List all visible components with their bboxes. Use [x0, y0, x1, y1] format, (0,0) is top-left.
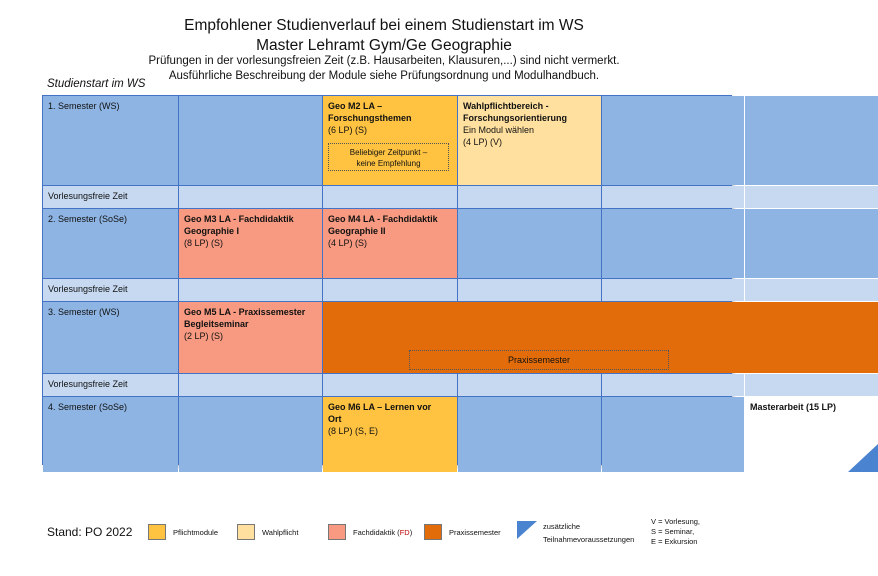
module-credits: (4 LP) (S): [328, 238, 368, 248]
row-label-free-time-1: Vorlesungsfreie Zeit: [43, 186, 178, 208]
legend-fd-prefix: Fachdidaktik (: [353, 528, 400, 537]
page-title-line-1: Empfohlener Studienverlauf bei einem Studienstart im WS: [184, 17, 584, 34]
module-title: Geo M5 LA - Praxissemester: [184, 307, 306, 317]
empty-cell: [602, 374, 744, 396]
module-credits: (8 LP) (S): [184, 238, 224, 248]
legend-swatch-wahl: [237, 524, 255, 540]
module-wahlpflicht: [458, 96, 601, 185]
empty-cell: [179, 374, 322, 396]
empty-cell: [745, 186, 878, 208]
module-title: Forschungsorientierung: [463, 113, 568, 123]
empty-cell: [179, 186, 322, 208]
empty-cell: [323, 374, 457, 396]
empty-cell: [602, 186, 744, 208]
prerequisite-marker-icon: [848, 444, 878, 472]
empty-cell: [458, 279, 601, 301]
empty-cell: [745, 374, 878, 396]
module-title: Forschungsthemen: [328, 113, 412, 123]
empty-cell: [745, 96, 878, 185]
description-note: Ausführliche Beschreibung der Module siehe Prüfungsordnung und Modulhandbuch.: [168, 70, 600, 82]
module-geo-m4: [323, 209, 457, 278]
row-label-semester-2: 2. Semester (SoSe): [43, 209, 178, 278]
row-label-semester-3: 3. Semester (WS): [43, 302, 178, 373]
module-title: Geographie II: [328, 226, 386, 236]
timing-note-line: Beliebiger Zeitpunkt –: [349, 148, 428, 157]
module-title: Masterarbeit (15 LP): [750, 402, 837, 412]
module-geo-m2: [323, 96, 457, 185]
legend-fd-suffix: ): [409, 528, 413, 537]
abbreviation-line: V = Vorlesung,: [651, 517, 700, 526]
empty-cell: [323, 279, 457, 301]
module-title: Geo M6 LA – Lernen vor: [328, 402, 432, 412]
empty-cell: [745, 279, 878, 301]
page-title-line-2: Master Lehramt Gym/Ge Geographie: [256, 37, 512, 54]
legend-label-pflicht: Pflichtmodule: [173, 528, 219, 537]
empty-cell: [179, 279, 322, 301]
legend-label-wahl: Wahlpflicht: [262, 528, 299, 537]
row-label-semester-4: 4. Semester (SoSe): [43, 397, 178, 472]
empty-cell: [602, 279, 744, 301]
empty-cell: [602, 209, 744, 278]
row-label-free-time-3: Vorlesungsfreie Zeit: [43, 374, 178, 396]
empty-cell: [179, 96, 322, 185]
empty-cell: [602, 397, 744, 472]
module-credits: (8 LP) (S, E): [328, 426, 379, 436]
exam-note: Prüfungen in der vorlesungsfreien Zeit (z.B. Hausarbeiten, Klausuren,...) sind nicht vermerkt.: [148, 55, 620, 67]
module-geo-m5: [179, 302, 322, 373]
study-plan-grid: [42, 95, 837, 465]
legend-label-fachdidaktik: [353, 528, 412, 537]
timing-note-box: [328, 143, 449, 171]
empty-cell: [602, 96, 744, 185]
module-title: Geo M3 LA - Fachdidaktik: [184, 214, 294, 224]
version-label: Stand: PO 2022: [47, 525, 133, 539]
legend-prereq-line: zusätzliche: [543, 522, 581, 531]
legend-label-prerequisites: [543, 522, 634, 545]
prerequisite-legend-icon: [517, 521, 537, 539]
legend-swatch-pflicht: [148, 524, 166, 540]
empty-cell: [458, 209, 601, 278]
empty-cell: [458, 374, 601, 396]
legend-fd-code: FD: [399, 528, 410, 537]
module-title: Begleitseminar: [184, 319, 249, 329]
empty-cell: [458, 186, 601, 208]
module-masterarbeit: [745, 397, 878, 472]
legend-label-praxissemester: Praxissemester: [449, 528, 501, 537]
module-title: Geographie I: [184, 226, 240, 236]
row-label-free-time-2: Vorlesungsfreie Zeit: [43, 279, 178, 301]
praxissemester-label: Praxissemester: [409, 350, 669, 370]
empty-cell: [179, 397, 322, 472]
legend-swatch-praxissemester: [424, 524, 442, 540]
module-credits: (6 LP) (S): [328, 125, 368, 135]
module-text: Ein Modul wählen: [463, 125, 535, 135]
abbreviation-line: E = Exkursion: [651, 537, 698, 546]
abbreviation-legend: [651, 517, 700, 547]
abbreviation-line: S = Seminar,: [651, 527, 695, 536]
module-title: Wahlpflichtbereich -: [463, 101, 549, 111]
timing-note-line: keine Empfehlung: [356, 159, 421, 168]
module-title: Ort: [328, 414, 342, 424]
module-credits: (2 LP) (S): [184, 331, 224, 341]
module-geo-m6: [323, 397, 457, 472]
module-title: Geo M4 LA - Fachdidaktik: [328, 214, 438, 224]
legend-prereq-line: Teilnahmevoraussetzungen: [543, 535, 635, 544]
praxissemester-block: [323, 302, 878, 373]
empty-cell: [323, 186, 457, 208]
legend-swatch-fachdidaktik: [328, 524, 346, 540]
study-start-label: Studienstart im WS: [47, 78, 146, 90]
row-label-semester-1: 1. Semester (WS): [43, 96, 178, 185]
empty-cell: [458, 397, 601, 472]
empty-cell: [745, 209, 878, 278]
module-credits: (4 LP) (V): [463, 137, 503, 147]
module-title: Geo M2 LA –: [328, 101, 383, 111]
module-geo-m3: [179, 209, 322, 278]
